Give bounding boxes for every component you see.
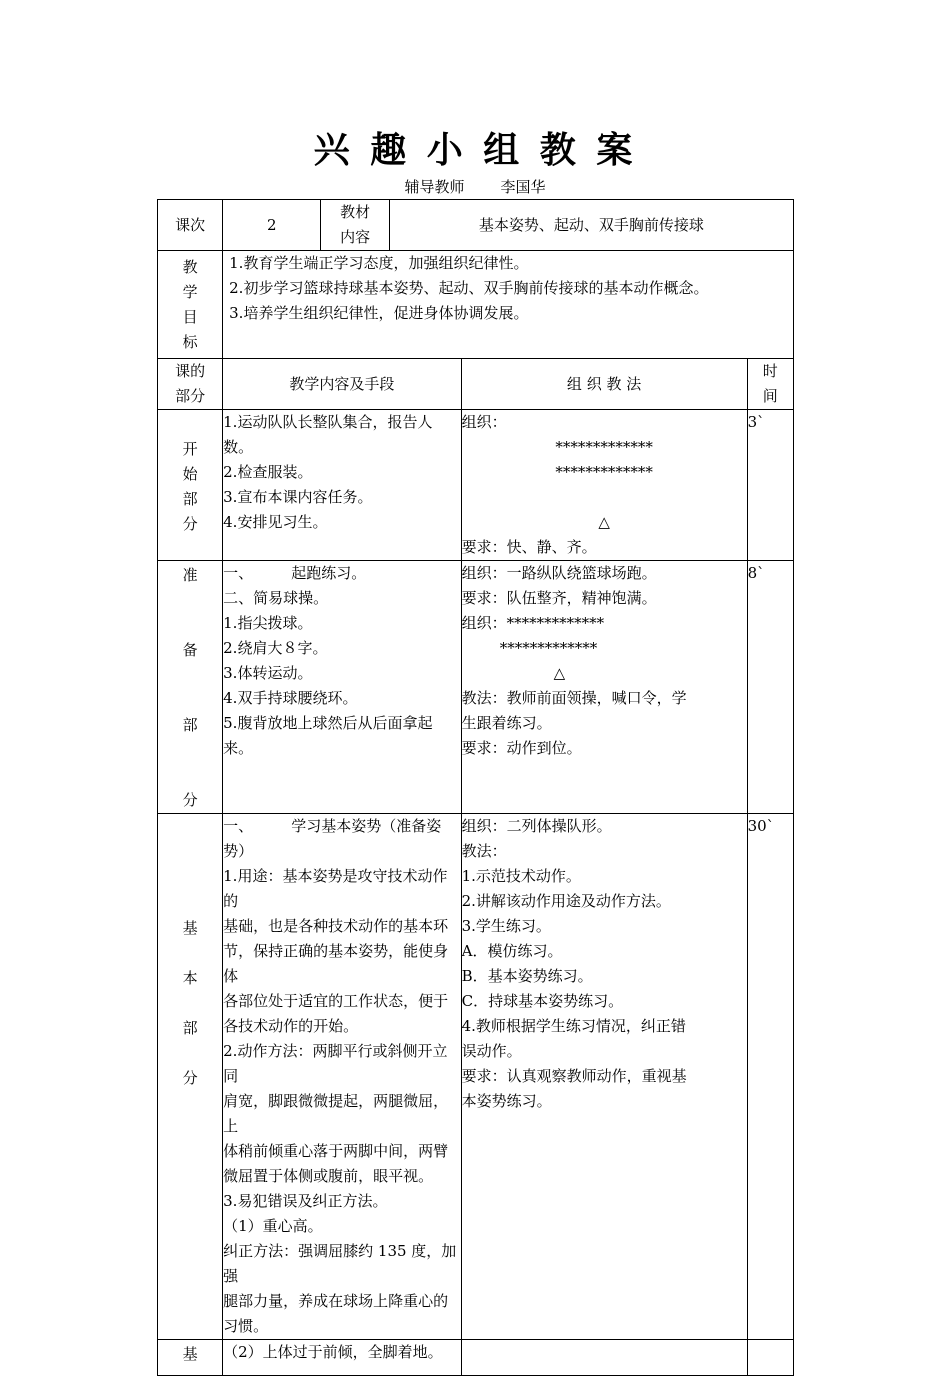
continuation-row [158,1340,794,1376]
method-line: 要求：动作到位。 [461,739,582,757]
content-line: 二、简易球操。 [223,589,329,607]
content-line: 2.检查服装。 [223,463,313,481]
section-label-char: 部 [182,716,198,734]
content-line: 各技术动作的开始。 [223,1017,359,1035]
content-line: 习惯。 [223,1317,269,1335]
method-line: 要求：队伍整齐，精神饱满。 [461,589,657,607]
content-line: 各部位处于适宜的工作状态，便于 [223,992,449,1010]
section-label-char: 分 [182,1069,198,1087]
section-label-char: 分 [182,791,198,809]
formation-stars: ************* [555,463,653,481]
prep-section-label [158,561,223,814]
method-line: 要求：认真观察教师动作，重视基 [461,1067,687,1085]
time-header-line-1: 时 [762,362,778,380]
continuation-label: 基 [158,1340,223,1376]
content-line: 节，保持正确的基本姿势，能使身体 [223,942,449,985]
time-header-line-2: 间 [762,387,778,405]
start-section-method [461,410,747,561]
start-section-label [158,410,223,561]
content-line: 基础，也是各种技术动作的基本环 [223,917,449,935]
section-label-char: 备 [182,641,198,659]
goals-content [223,251,794,359]
content-line: 1.用途：基本姿势是攻守技术动作的 [223,867,448,910]
teacher-line [0,176,950,197]
content-line: 3.体转运动。 [223,664,313,682]
spacer [462,485,747,510]
main-section-row [158,814,794,1340]
content-line: 1.运动队队长整队集合，报告人数。 [223,413,433,456]
section-label-char: 基 [182,919,198,937]
goal-line: 3.培养学生组织纪律性，促进身体协调发展。 [229,304,529,322]
spacer [158,738,222,763]
section-label-char: 开 [182,440,198,458]
goal-line: 2.初步学习篮球持球基本姿势、起动、双手胸前传接球的基本动作概念。 [229,279,709,297]
content-line: 4.双手持球腰绕环。 [223,689,358,707]
goal-line: 1.教育学生端正学习态度，加强组织纪律性。 [229,254,529,272]
content-line: 5.腹背放地上球然后从后面拿起来。 [223,714,433,757]
prep-section-time: 8` [747,561,793,814]
spacer [158,613,222,638]
section-label-char: 部 [182,490,198,508]
material-label-line-1: 教材 [340,203,371,221]
section-label-char: 准 [182,566,198,584]
formation-stars: ************* [555,438,653,456]
content-line: 体稍前倾重心落于两脚中间，两臂 [223,1142,449,1160]
teacher-label: 辅导教师 [404,178,465,196]
method-line: 组织： [461,413,507,431]
method-line: C．持球基本姿势练习。 [461,992,624,1010]
spacer [158,763,222,788]
section-label-char: 始 [182,465,198,483]
time-header [747,359,793,410]
method-line: 1.示范技术动作。 [461,867,581,885]
goals-label-char: 学 [182,283,198,301]
goals-label-char: 教 [182,258,198,276]
column-header-row [158,359,794,410]
main-section-content [223,814,461,1340]
main-section-time: 30` [747,814,793,1340]
teacher-name: 李国华 [500,178,546,196]
main-section-method [461,814,747,1340]
method-line: 3.学生练习。 [461,917,551,935]
section-label-char: 本 [182,969,198,987]
material-content: 基本姿势、起动、双手胸前传接球 [389,200,793,251]
content-line: 肩宽，脚跟微微提起，两腿微屈，上 [223,1092,449,1135]
content-line: 纠正方法：强调屈膝约 135 度，加强 [223,1242,457,1285]
content-line: 一、 学习基本姿势（准备姿势） [223,817,442,860]
prep-section-content [223,561,461,814]
lesson-plan-table [157,199,794,1376]
spacer [158,588,222,613]
start-section-row [158,410,794,561]
start-section-time: 3` [747,410,793,561]
goals-row [158,251,794,359]
method-line: 2.讲解该动作用途及动作方法。 [461,892,671,910]
method-header: 组 织 教 法 [461,359,747,410]
spacer [158,941,222,966]
part-header-line-2: 部分 [175,387,206,405]
content-line: 微屈置于体侧或腹前，眼平视。 [223,1167,434,1185]
content-line: 1.指尖拨球。 [223,614,313,632]
content-line: 4.安排见习生。 [223,513,328,531]
method-line: 4.教师根据学生练习情况，纠正错 [461,1017,686,1035]
content-line: 3.易犯错误及纠正方法。 [223,1192,388,1210]
method-line: A．模仿练习。 [461,942,563,960]
method-line: 要求：快、静、齐。 [461,538,597,556]
goals-label [158,251,223,359]
lesson-label: 课次 [158,200,223,251]
method-line: 教法： [461,842,507,860]
main-section-label [158,814,223,1340]
section-label-char: 分 [182,515,198,533]
method-line: 组织：二列体操队形。 [461,817,612,835]
spacer [158,991,222,1016]
method-line: B．基本姿势练习。 [461,967,593,985]
method-line: 教法：教师前面领操，喊口令，学 [461,689,687,707]
method-line: ************* [461,639,598,657]
prep-section-method [461,561,747,814]
continuation-method [461,1340,747,1376]
content-line: 3.宣布本课内容任务。 [223,488,373,506]
method-line: 组织：************* [461,614,605,632]
page-title: 兴 趣 小 组 教 案 [313,130,637,171]
spacer [158,1041,222,1066]
content-header: 教学内容及手段 [223,359,461,410]
method-line: 误动作。 [461,1042,522,1060]
goals-label-char: 标 [182,333,198,351]
teacher-position-triangle: △ [553,664,566,682]
goals-label-char: 目 [182,308,198,326]
continuation-content: （2）上体过于前倾，全脚着地。 [223,1340,461,1376]
content-line: 2.动作方法：两脚平行或斜侧开立同 [223,1042,448,1085]
method-line: 本姿势练习。 [461,1092,552,1110]
material-label-line-2: 内容 [340,228,371,246]
spacer [158,688,222,713]
prep-section-row [158,561,794,814]
part-header-line-1: 课的 [175,362,206,380]
continuation-time [747,1340,793,1376]
section-label-char: 部 [182,1019,198,1037]
header-row [158,200,794,251]
content-line: 2.绕肩大８字。 [223,639,328,657]
lesson-number: 2 [223,200,321,251]
content-line: 腿部力量，养成在球场上降重心的 [223,1292,449,1310]
teacher-position-triangle: △ [598,513,610,531]
material-label [321,200,389,251]
content-line: （1）重心高。 [223,1217,323,1235]
part-header [158,359,223,410]
method-line: 组织：一路纵队绕篮球场跑。 [461,564,657,582]
start-section-content [223,410,461,561]
spacer [158,663,222,688]
content-line: 一、 起跑练习。 [223,564,367,582]
method-line: 生跟着练习。 [461,714,552,732]
